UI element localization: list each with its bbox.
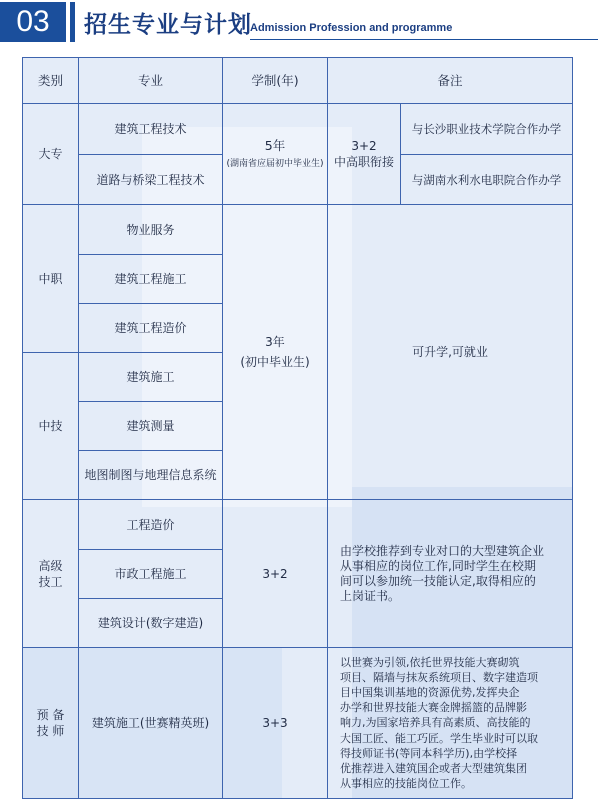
category-line2: 技 师 [36,724,65,738]
duration-value: 3年 [265,335,285,349]
section-title: 招生专业与计划 [84,12,252,38]
duration-dazhuan [222,103,328,205]
category-dazhuan: 大专 [22,103,79,205]
major-cell: 道路与桥梁工程技术 [78,154,223,205]
remarks-line: 由学校推荐到专业对口的大型建筑企业 [340,543,545,558]
header-category: 类别 [22,57,79,104]
remarks-line: 上岗证书。 [340,588,401,603]
major-cell: 建筑工程造价 [78,303,223,353]
remarks-line: 办学和世界技能大赛金牌摇篮的品牌影 [340,701,527,715]
major-cell: 建筑工程施工 [78,254,223,304]
category-zhongji: 中技 [22,352,79,500]
header-major: 专业 [78,57,223,104]
remarks-line: 优推荐进入建筑国企或者大型建筑集团 [340,762,527,775]
major-cell: 建筑施工 [78,352,223,402]
admission-table [22,57,573,799]
remarks-line: 间可以参加统一技能认定,取得相应的 [340,573,536,588]
duration-yubei: 3+3 [222,647,328,799]
category-zhongzhi: 中职 [22,204,79,353]
major-cell: 建筑测量 [78,401,223,451]
major-cell: 市政工程施工 [78,549,223,599]
remarks-line: 从事相应的技能岗位工作。 [340,777,472,791]
remarks-line: 大国工匠、能工巧匠。学生毕业时可以取 [340,731,538,745]
category-gaoji [22,499,79,648]
section-subtitle: Admission Profession and programme [250,22,453,34]
category-line1: 高级 [38,558,63,573]
remarks-line: 以世赛为引领,依托世界技能大赛砌筑 [340,655,520,669]
remarks-gaoji [327,499,573,648]
remarks-shared: 可升学,可就业 [327,204,573,500]
remarks-line: 项目、隔墙与抹灰系统项目、数字建造项 [340,670,538,684]
category-line2: 技工 [38,574,63,589]
major-cell: 建筑施工(世赛精英班) [78,647,223,799]
category-line1: 预 备 [36,708,65,722]
partner-cell: 与长沙职业技术学院合作办学 [400,103,573,155]
major-cell: 地图制图与地理信息系统 [78,450,223,500]
remarks-line: 目中国集训基地的资源优势,发挥央企 [340,685,520,699]
category-yubei [22,647,79,799]
header-divider-bar [70,2,75,42]
duration-gaoji: 3+2 [222,499,328,648]
major-cell: 建筑工程技术 [78,103,223,155]
major-cell: 物业服务 [78,204,223,255]
remarks-line: 得技师证书(等同本科学历),由学校择 [340,746,518,760]
header-remarks: 备注 [327,57,573,104]
program-type [327,103,401,205]
duration-note: (湖南省应届初中毕业生) [226,159,324,169]
program-type-line1: 3+2 [351,139,377,153]
section-number: 03 [0,2,66,42]
program-type-line2: 中高职衔接 [333,155,394,169]
remarks-line: 从事相应的岗位工作,同时学生在校期 [340,558,536,573]
partner-cell: 与湖南水利水电职院合作办学 [400,154,573,205]
section-header [0,0,600,46]
duration-shared [222,204,328,500]
remarks-yubei [327,647,573,799]
remarks-line: 响力,为国家培养具有高素质、高技能的 [340,716,531,730]
title-underline [250,39,598,40]
duration-value: 5年 [264,138,286,153]
major-cell: 建筑设计(数字建造) [78,598,223,648]
header-duration: 学制(年) [222,57,328,104]
major-cell: 工程造价 [78,499,223,550]
duration-note: (初中毕业生) [240,355,310,369]
